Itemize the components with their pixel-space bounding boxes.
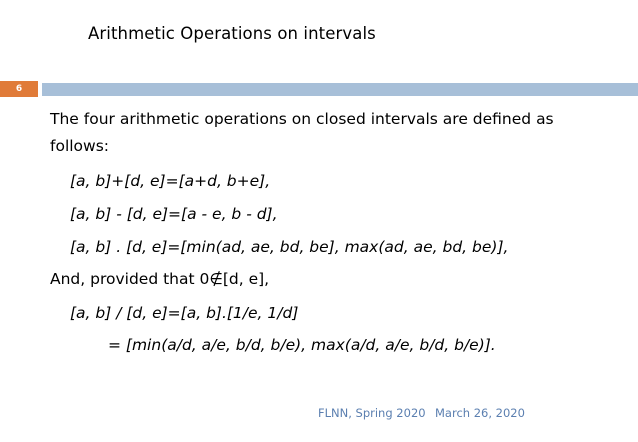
text-line: follows: bbox=[50, 137, 110, 155]
formula-multiplication: [a, b] . [d, e]=[min(ad, ae, bd, be], max(ad, ae, bd, be)], bbox=[70, 238, 509, 256]
slide-number: 6 bbox=[0, 81, 38, 97]
formula-subtraction: [a, b] - [d, e]=[a - e, b - d], bbox=[70, 205, 278, 223]
formula-addition: [a, b]+[d, e]=[a+d, b+e], bbox=[70, 172, 271, 190]
footer-date: March 26, 2020 bbox=[435, 406, 525, 420]
text-line: The four arithmetic operations on closed intervals are defined as bbox=[50, 110, 554, 128]
formula-division: [a, b] / [d, e]=[a, b].[1/e, 1/d] bbox=[70, 304, 299, 322]
footer-course: FLNN, Spring 2020 bbox=[318, 406, 426, 420]
formula-division-result: = [min(a/d, a/e, b/d, b/e), max(a/d, a/e, b/d, b/e)]. bbox=[108, 336, 496, 354]
header-bar bbox=[42, 83, 638, 96]
slide-title: Arithmetic Operations on intervals bbox=[88, 24, 376, 43]
text-line: And, provided that 0∉[d, e], bbox=[50, 270, 270, 288]
